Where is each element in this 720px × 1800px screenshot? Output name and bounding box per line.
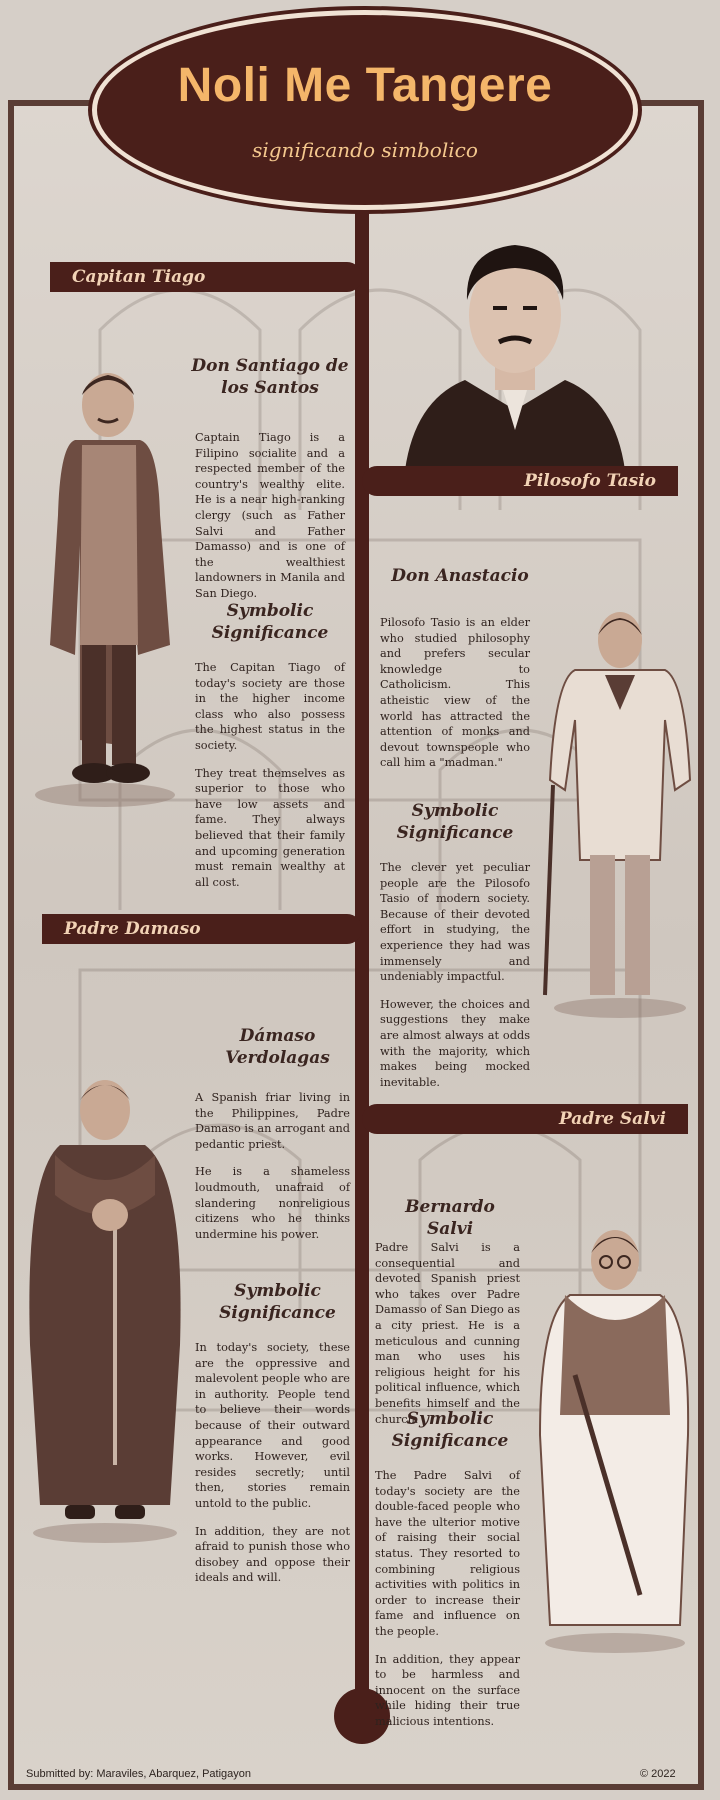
damaso-real-name: Dámaso Verdolagas	[225, 1026, 330, 1068]
padre-salvi-portrait	[520, 1215, 705, 1655]
pilosofo-tasio-portrait	[395, 230, 635, 470]
damaso-symbolic-p2: In addition, they are not afraid to punish those who disobey and oppose their ideals and will.	[195, 1524, 350, 1585]
tiago-description-text: Captain Tiago is a Filipino socialite and a respected member of the country's wealthy elite. He is a near high-ranking clergy (such as Father Salvi and Father Damasso) and is one of the wealthiest landowners in Manila and San Diego.	[195, 431, 345, 600]
page-subtitle: significando simbolico	[252, 138, 478, 162]
tasio-symbolic-heading: Symbolic Significance	[396, 801, 514, 843]
tasio-symbolic-p1: The clever yet peculiar people are the Pilosofo Tasio of modern society. Because of their devoted effort in studying, the experience they had was immensely and undeniably impactful.	[380, 861, 530, 984]
banner-padre-damaso: Padre Damaso	[42, 914, 362, 944]
footer-copyright: © 2022	[640, 1768, 676, 1780]
tasio-symbolic-p2: However, the choices and suggestions they make are almost always at odds with the majority, which makes being mocked inevitable.	[380, 997, 530, 1089]
salvi-symbolic-text	[375, 1468, 520, 1742]
banner-pilosofo-tasio: Pilosofo Tasio	[362, 466, 678, 496]
tiago-real-name: Don Santiago de los Santos	[191, 356, 349, 398]
tiago-description	[195, 430, 345, 614]
salvi-description-text: Padre Salvi is a consequential and devoted Spanish priest who takes over Padre Damasso of San Diego as a city priest. He is a meticulous and cunning man who uses his religious height for his political influence, which benefits himself and the church.	[375, 1241, 520, 1426]
page-title: Noli Me Tangere	[177, 59, 553, 112]
tasio-description	[380, 615, 530, 783]
tiago-symbolic-heading: Symbolic Significance	[211, 601, 329, 643]
pilosofo-tasio-full-portrait	[535, 600, 705, 1020]
timeline-spine	[355, 190, 369, 1710]
tiago-symbolic-p1: The Capitan Tiago of today's society are those in the higher income class who also possess the highest status in the society.	[195, 661, 345, 752]
footer-credits: Submitted by: Maraviles, Abarquez, Patigayon	[26, 1768, 252, 1780]
tasio-description-text: Pilosofo Tasio is an elder who studied philosophy and prefers secular knowledge to Catholicism. This atheistic view of the world has attracted the attention of monks and devout townspeople who call him a "madman."	[380, 616, 530, 770]
capitan-tiago-portrait	[20, 345, 190, 810]
tiago-symbolic-text	[195, 660, 345, 902]
salvi-real-name: Bernardo Salvi	[405, 1197, 495, 1239]
damaso-description-p1: A Spanish friar living in the Philippines, Padre Damaso is an arrogant and pedantic priest.	[195, 1091, 350, 1151]
damaso-symbolic-heading: Symbolic Significance	[219, 1281, 336, 1323]
damaso-symbolic-text	[195, 1340, 350, 1598]
tiago-symbolic-p2: They treat themselves as superior to those who have low assets and fame. They always believed that their family and upcoming generation must remain wealthy at all cost.	[195, 766, 345, 889]
padre-damaso-portrait	[15, 1065, 190, 1545]
damaso-description	[195, 1090, 350, 1254]
salvi-symbolic-p2: In addition, they appear to be harmless and innocent on the surface while hiding their true malicious intentions.	[375, 1652, 520, 1728]
damaso-symbolic-p1: In today's society, these are the oppressive and malevolent people who are in authority. People tend to believe their words because of their outward appearance and good works. However, evil resides secretly; until then, stories remain untold to the public.	[195, 1341, 350, 1510]
tasio-real-name: Don Anastacio	[391, 566, 529, 586]
tasio-symbolic-text	[380, 860, 530, 1102]
banner-capitan-tiago: Capitan Tiago	[50, 262, 362, 292]
damaso-description-p2: He is a shameless loudmouth, unafraid of slandering nonreligious citizens who he thinks undermine his power.	[195, 1165, 350, 1241]
salvi-symbolic-p1: The Padre Salvi of today's society are the double-faced people who have the ulterior motive of raising their social status. They resorted to combining religious activities with politics in order to increase their fame and influence on the people.	[375, 1469, 520, 1638]
salvi-symbolic-heading: Symbolic Significance	[391, 1409, 509, 1451]
banner-padre-salvi: Padre Salvi	[362, 1104, 688, 1134]
